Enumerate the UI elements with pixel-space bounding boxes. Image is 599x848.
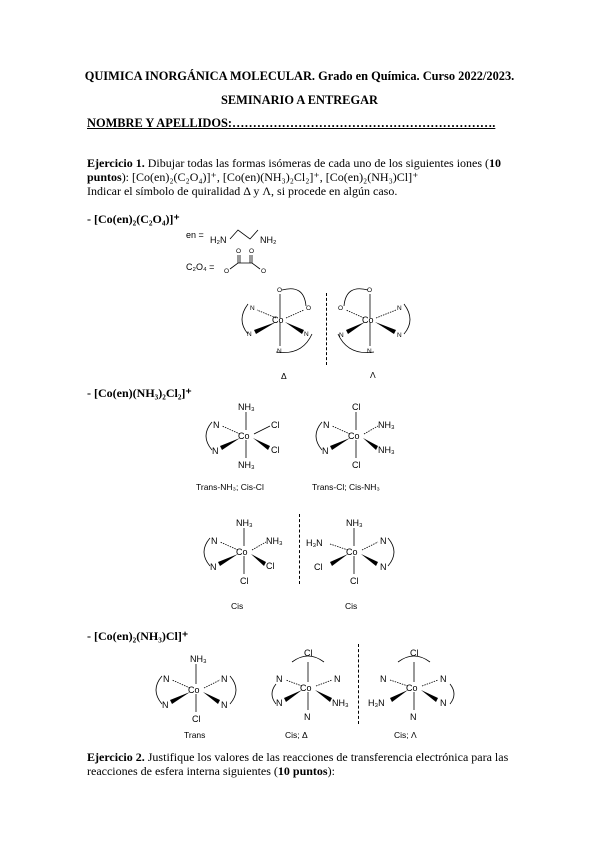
divider-dashed-2 xyxy=(299,514,300,584)
nh3-top: NH₃ xyxy=(346,518,363,528)
n-upper-right: N xyxy=(397,305,402,312)
cl-lower-right: Cl xyxy=(266,561,275,571)
cl-top: Cl xyxy=(410,648,419,658)
nh3-lower-right: NH₃ xyxy=(332,698,349,708)
n-lower-left: N xyxy=(339,332,344,339)
nh3-top: NH₃ xyxy=(236,518,253,528)
cl-bottom: Cl xyxy=(240,576,249,586)
cl-bottom: Cl xyxy=(352,460,361,470)
n-upper-left: N xyxy=(211,536,218,546)
exercise-1-line-2 xyxy=(87,170,418,185)
n-lower-left: N xyxy=(162,700,169,710)
o-left: O xyxy=(338,305,344,312)
cl-lower-left: Cl xyxy=(314,562,323,572)
cobalt-center: Co xyxy=(406,683,418,693)
cobalt-center: Co xyxy=(346,547,358,557)
n-upper-right: N xyxy=(380,536,387,546)
cl-bottom: Cl xyxy=(192,714,201,724)
c2o4-o-left: O xyxy=(224,268,230,275)
section-heading-co-en2-c2o4: - [Co(en)₂(C₂O₄)]⁺ xyxy=(87,212,180,226)
exercise-1-points-word: puntos xyxy=(87,170,122,184)
n-upper-left: N xyxy=(250,305,255,312)
label-lambda: Λ xyxy=(370,370,376,380)
h3n-upper-left: H₃N xyxy=(306,538,323,548)
cobalt-center: Co xyxy=(188,685,200,695)
c2o4-o-top-left: O xyxy=(236,248,242,255)
en-h2n: H₂N xyxy=(210,235,227,245)
n-upper-left: N xyxy=(323,420,330,430)
nh3-top: NH₃ xyxy=(238,402,255,412)
ligand-definitions xyxy=(180,222,310,282)
n-lower-right: N xyxy=(221,700,228,710)
nh3-upper-right: NH₃ xyxy=(378,420,395,430)
n-bottom: N xyxy=(277,348,282,355)
exercise-2-text: Justifique los valores de las reacciones de transferencia electrónica para las xyxy=(147,750,509,764)
en-label: en = xyxy=(186,230,204,240)
exercise-1-line-3: Indicar el símbolo de quiralidad Δ y Λ, si procede en algún caso. xyxy=(87,184,398,198)
divider-dashed-3 xyxy=(358,644,359,724)
exercise-1-ions: ): [Co(en)₂(C₂O₄)]⁺, [Co(en)(NH₃)₂Cl₂]⁺, [Co(en)₂(NH₃)Cl]⁺ xyxy=(121,170,419,184)
cl-bottom: Cl xyxy=(350,576,359,586)
o-right: O xyxy=(306,305,312,312)
cl-top: Cl xyxy=(304,648,313,658)
cobalt-center: Co xyxy=(238,431,250,441)
divider-dashed-1 xyxy=(326,293,327,365)
cl-lower-right: Cl xyxy=(271,445,280,455)
n-bottom: N xyxy=(410,712,417,722)
cobalt-center: Co xyxy=(272,315,284,325)
n-lower-left: N xyxy=(276,698,283,708)
nh3-upper-right: NH₃ xyxy=(266,536,283,546)
exercise-2-points: 10 puntos xyxy=(277,764,328,778)
molecule-trans-nh3-cis-cl xyxy=(198,398,288,474)
nh3-top: NH₃ xyxy=(190,654,207,664)
n-upper-left: N xyxy=(276,674,283,684)
document-title: QUIMICA INORGÁNICA MOLECULAR. Grado en Química. Curso 2022/2023. xyxy=(84,69,515,83)
nh3-bottom: NH₃ xyxy=(238,460,255,470)
o-top: O xyxy=(277,287,283,294)
n-upper-right: N xyxy=(334,674,341,684)
n-upper-right: N xyxy=(221,674,228,684)
n-bottom: N xyxy=(367,348,372,355)
n-lower-left: N xyxy=(212,446,219,456)
nh3-lower-right: NH₃ xyxy=(378,445,395,455)
label-cis-right: Cis xyxy=(345,601,358,611)
exercise-1-text: Dibujar todas las formas isómeras de cada uno de los siguientes iones ( xyxy=(147,156,490,170)
exercise-2-heading: Ejercicio 2. xyxy=(87,750,145,764)
molecule-cis-right xyxy=(304,514,400,592)
n-lower-right: N xyxy=(397,332,402,339)
label-cis-left: Cis xyxy=(231,601,244,611)
c2o4-label: C₂O₄ = xyxy=(186,262,215,272)
exercise-2-text-2b: ): xyxy=(327,764,335,778)
name-field-label: NOMBRE Y APELLIDOS:………………………………………………………. xyxy=(87,116,496,130)
cobalt-center: Co xyxy=(236,547,248,557)
cobalt-center: Co xyxy=(300,683,312,693)
n-lower-left: N xyxy=(322,446,329,456)
exercise-2-text-2a: reacciones de esfera interna siguientes ( xyxy=(87,764,278,778)
n-lower-left: N xyxy=(247,331,252,338)
n-lower-right: N xyxy=(380,562,387,572)
label-trans: Trans xyxy=(184,730,206,740)
section-heading-co-en2-nh3-cl: - [Co(en)₂(NH₃)Cl]⁺ xyxy=(87,629,189,643)
label-trans-cl-cis-nh3: Trans-Cl; Cis-NH₃ xyxy=(312,482,380,492)
label-cis-lambda: Cis; Λ xyxy=(394,730,417,740)
n-lower-right: N xyxy=(304,331,309,338)
exercise-2-line-2 xyxy=(87,764,335,779)
cobalt-center: Co xyxy=(348,431,360,441)
molecule-trans xyxy=(150,650,240,728)
c2o4-o-top-right: O xyxy=(249,248,255,255)
label-delta: Δ xyxy=(281,371,287,381)
exercise-1-heading: Ejercicio 1. xyxy=(87,156,145,170)
en-nh2: NH₂ xyxy=(260,235,277,245)
molecule-cis-lambda xyxy=(368,644,464,726)
cl-top: Cl xyxy=(352,402,361,412)
n-upper-right: N xyxy=(440,674,447,684)
h3n-lower-left: H₃N xyxy=(368,698,385,708)
document-subtitle: SEMINARIO A ENTREGAR xyxy=(221,93,378,107)
n-upper-left: N xyxy=(380,674,387,684)
n-lower-left: N xyxy=(210,562,217,572)
exercise-2-line-1 xyxy=(87,750,508,765)
label-trans-nh3-cis-cl: Trans-NH₃; Cis-Cl xyxy=(196,482,264,492)
c2o4-o-right: O xyxy=(261,268,267,275)
molecule-trans-cl-cis-nh3 xyxy=(310,398,400,474)
molecule-c2o4-delta xyxy=(232,282,322,358)
n-upper-left: N xyxy=(163,674,170,684)
cl-upper-right: Cl xyxy=(271,420,280,430)
label-cis-delta: Cis; Δ xyxy=(285,730,308,740)
molecule-c2o4-lambda xyxy=(330,282,420,358)
cobalt-center: Co xyxy=(362,315,374,325)
n-upper-left: N xyxy=(213,420,220,430)
molecule-cis-delta xyxy=(264,644,360,726)
molecule-cis-left xyxy=(198,514,288,592)
o-top: O xyxy=(367,287,373,294)
section-heading-co-en-nh3-cl: - [Co(en)(NH₃)₂Cl₂]⁺ xyxy=(87,386,192,400)
exercise-1-points-number: 10 xyxy=(489,156,502,170)
exercise-1-line-1 xyxy=(87,156,501,171)
n-bottom: N xyxy=(304,712,311,722)
n-lower-right: N xyxy=(440,698,447,708)
